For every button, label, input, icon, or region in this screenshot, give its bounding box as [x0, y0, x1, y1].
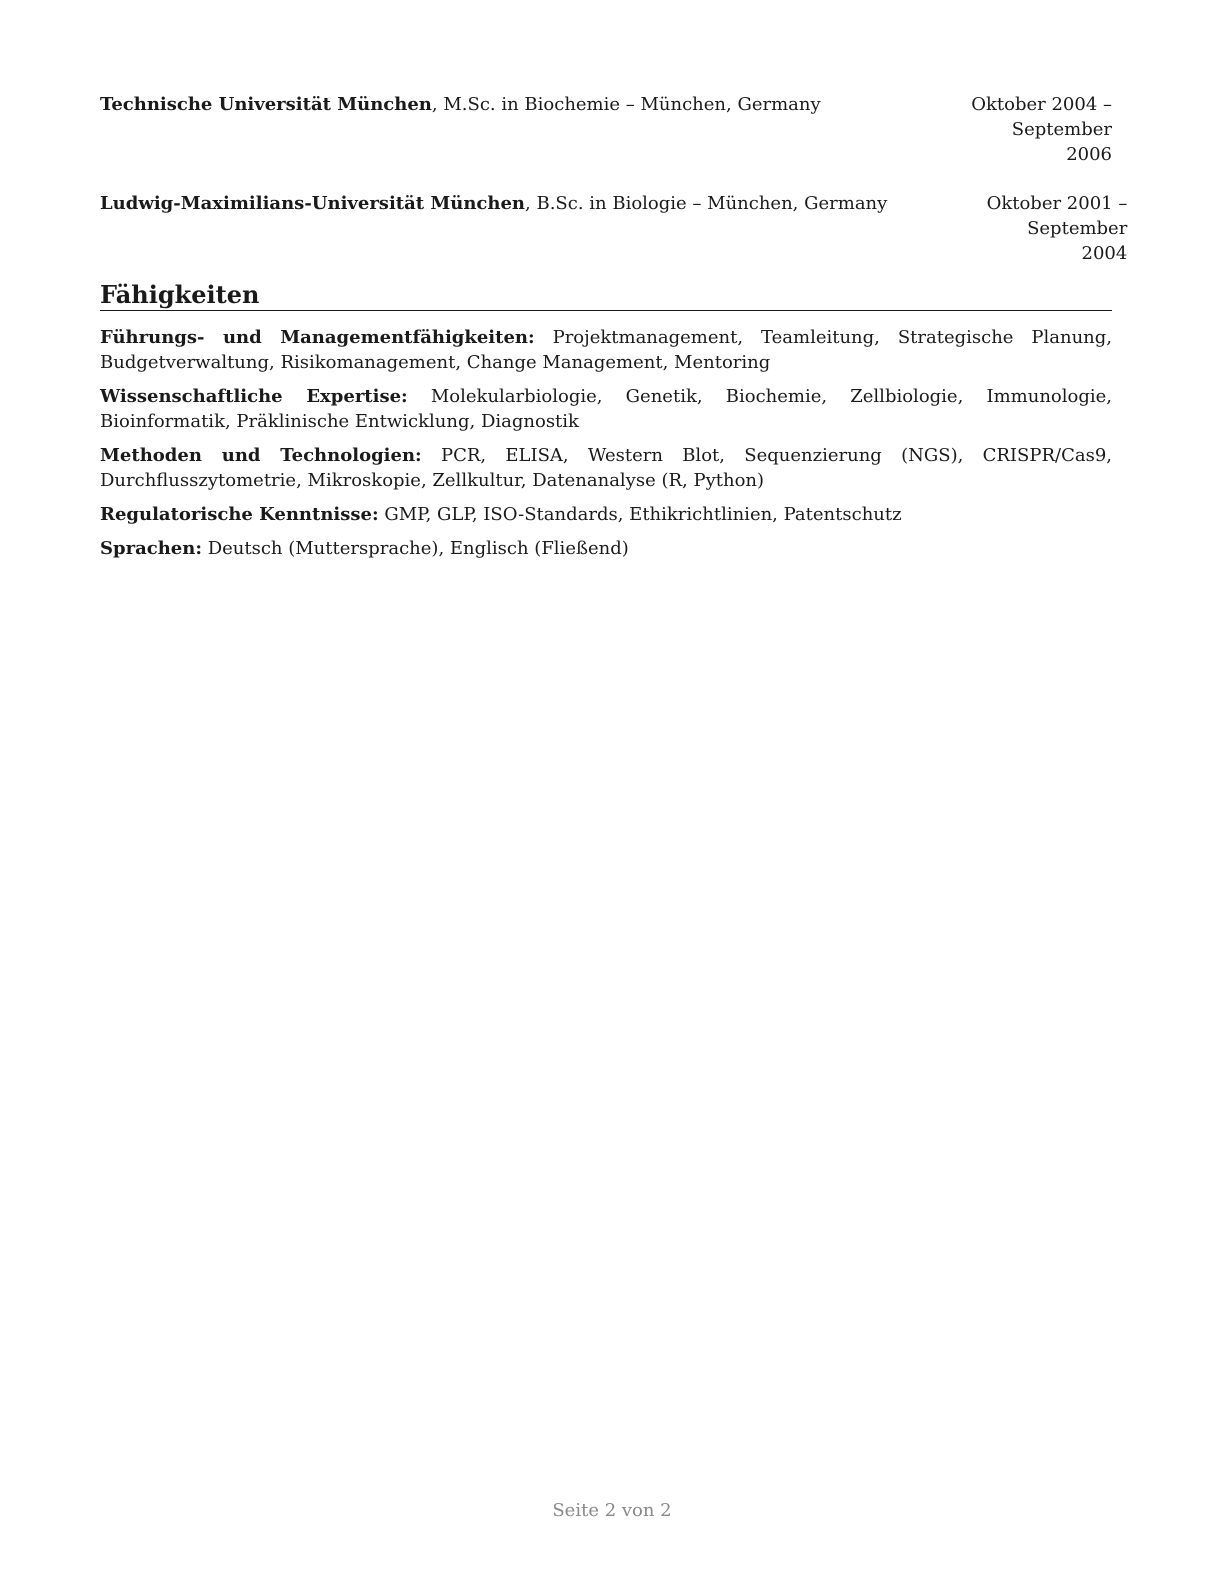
skill-text: Deutsch (Muttersprache), Englisch (Fließend) — [201, 538, 629, 559]
skill-item — [100, 443, 1112, 493]
education-institution: Technische Universität München — [100, 94, 432, 115]
page-number: Seite 2 von 2 — [552, 1500, 672, 1521]
education-description — [100, 191, 887, 216]
education-entry — [100, 92, 1112, 167]
skill-label: Wissenschaftliche Expertise: — [100, 386, 408, 407]
skill-label: Führungs- und Managementfähigkeiten: — [100, 327, 535, 348]
skill-text: Projektmanagement, Teamleitung, Strategische Planung, Budgetverwaltung, Risikomanagement, Change Management, Mentoring — [100, 327, 1113, 373]
skill-label: Sprachen: — [100, 538, 202, 559]
education-description — [100, 92, 872, 117]
skill-text: Molekularbiologie, Genetik, Biochemie, Zellbiologie, Immunologie, Bioinformatik, Präklinische Entwicklung, Diagnostik — [100, 386, 1112, 432]
education-degree-location: , B.Sc. in Biologie – München, Germany — [525, 193, 888, 214]
education-dates — [887, 191, 1127, 266]
education-dates-line: Oktober 2001 – September — [986, 193, 1128, 239]
skill-item — [100, 536, 1112, 561]
skill-item — [100, 384, 1112, 434]
skill-label: Methoden und Technologien: — [100, 445, 422, 466]
education-entry — [100, 191, 1128, 266]
education-institution: Ludwig-Maximilians-Universität München — [100, 193, 526, 214]
education-dates — [872, 92, 1112, 167]
education-dates-line: 2004 — [1081, 243, 1128, 264]
document-page — [100, 92, 1128, 570]
education-dates-line: Oktober 2004 – September — [971, 94, 1112, 140]
skill-label: Regulatorische Kenntnisse: — [100, 504, 379, 525]
skill-item — [100, 325, 1112, 375]
education-dates-line: 2006 — [1066, 144, 1112, 165]
skill-text: GMP, GLP, ISO-Standards, Ethikrichtlinien, Patentschutz — [378, 504, 902, 525]
skill-text: PCR, ELISA, Western Blot, Sequenzierung (NGS), CRISPR/Cas9, Durchflusszytometrie, Mikroskopie, Zellkultur, Datenanalyse (R, Python) — [100, 445, 1112, 491]
education-degree-location: , M.Sc. in Biochemie – München, Germany — [431, 94, 821, 115]
skill-item — [100, 502, 1112, 527]
section-title-skills: Fähigkeiten — [100, 280, 1112, 311]
